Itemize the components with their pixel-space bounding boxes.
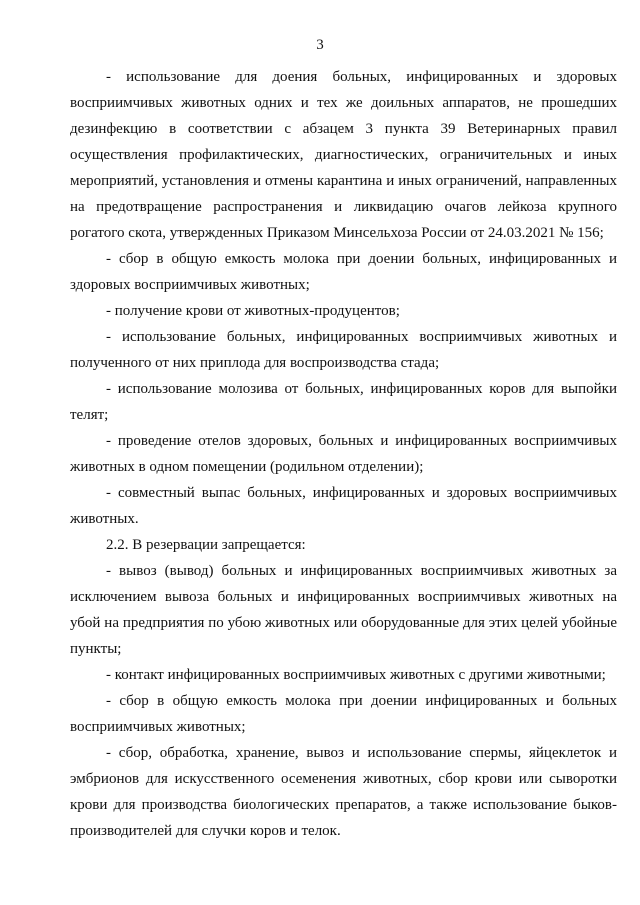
paragraph: - использование больных, инфицированных восприимчивых животных и полученного от них приплода для воспроизводства стада; [70,329,617,371]
document-body [70,64,617,844]
paragraph: - проведение отелов здоровых, больных и инфицированных восприимчивых животных в одном помещении (родильном отделении); [70,433,617,475]
paragraph: - контакт инфицированных восприимчивых животных с другими животными; [106,667,606,683]
paragraph: - получение крови от животных-продуцентов; [106,303,400,319]
paragraph: - вывоз (вывод) больных и инфицированных восприимчивых животных за исключением вывоза больных и инфицированных восприимчивых животных на убой на предприятия по убою животных или оборудованные для этих целей убойные пункты; [70,563,617,657]
paragraph: - использование для доения больных, инфицированных и здоровых восприимчивых животных одних и тех же доильных аппаратов, не прошедших дезинфекцию в соответствии с абзацем 3 пункта 39 Ветеринарных правил осуществления профилактических, диагностических, ограничительных и иных мероприятий, установления и отмены карантина и иных ограничений, направленных на предотвращение распространения и ликвидацию очагов лейкоза крупного рогатого скота, утвержденных Приказом Минсельхоза России от 24.03.2021 № 156; [70,69,617,241]
page-number: 3 [316,37,324,53]
paragraph: - сбор в общую емкость молока при доении больных, инфицированных и здоровых восприимчивых животных; [70,251,617,293]
paragraph: - сбор, обработка, хранение, вывоз и использование спермы, яйцеклеток и эмбрионов для искусственного осеменения животных, сбор крови или сыворотки крови для производства биологических препаратов, а также использование быков-производителей для случки коров и телок. [70,745,617,839]
paragraph: - использование молозива от больных, инфицированных коров для выпойки телят; [70,381,617,423]
section-heading: 2.2. В резервации запрещается: [106,537,306,553]
paragraph: - сбор в общую емкость молока при доении инфицированных и больных восприимчивых животных; [70,693,617,735]
paragraph: - совместный выпас больных, инфицированных и здоровых восприимчивых животных. [70,485,617,527]
